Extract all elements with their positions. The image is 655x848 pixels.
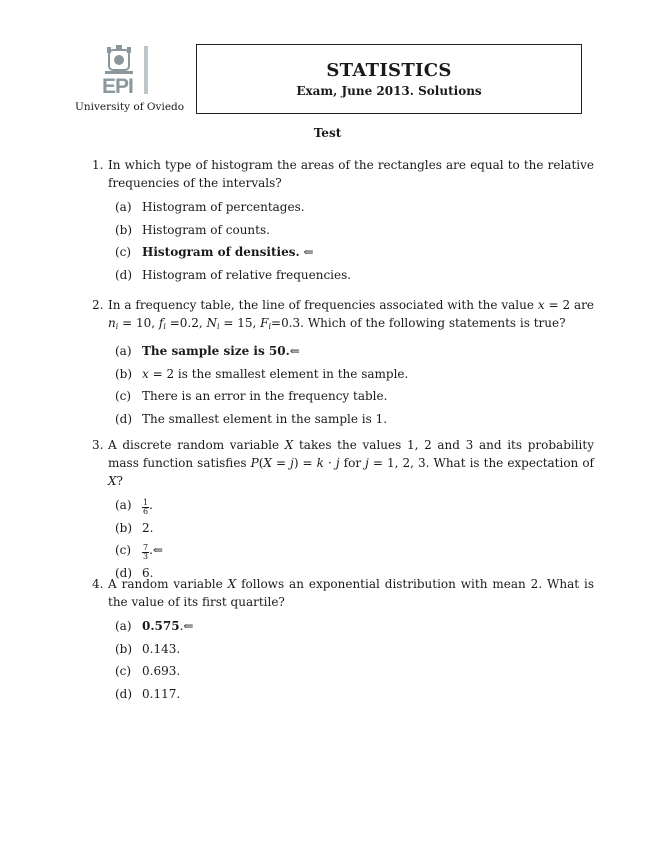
option-label: (d) xyxy=(115,565,133,580)
option-d xyxy=(115,685,594,708)
option-label: (c) xyxy=(115,245,132,259)
option-a xyxy=(115,198,594,221)
option-text: Histogram of counts. xyxy=(142,222,270,237)
question-1 xyxy=(92,156,594,288)
question-number: 1. xyxy=(92,158,104,172)
option-c-correct xyxy=(115,541,594,564)
option-label: (d) xyxy=(115,267,133,282)
question-2 xyxy=(92,296,594,432)
option-text: 0.117. xyxy=(142,686,181,701)
option-c-correct xyxy=(115,243,594,266)
question-text: In which type of histogram the areas of the rectangles are equal to the relative frequencies of the intervals? xyxy=(108,158,594,190)
question-number: 3. xyxy=(92,438,104,452)
option-label: (c) xyxy=(115,389,132,403)
options-list xyxy=(115,198,594,288)
option-text: 2. xyxy=(142,520,154,535)
options-list xyxy=(115,617,594,707)
option-c xyxy=(115,662,594,685)
option-b xyxy=(115,365,594,388)
correct-answer-arrow-icon: ⇐ xyxy=(299,245,314,259)
option-text: . xyxy=(149,543,153,557)
university-name: University of Oviedo xyxy=(75,101,185,113)
correct-answer-arrow-icon: .⇐ xyxy=(179,619,194,633)
option-text: There is an error in the frequency table. xyxy=(142,389,388,403)
option-text: Histogram of densities. xyxy=(142,245,300,259)
question-4 xyxy=(92,575,594,707)
option-b xyxy=(115,519,594,542)
fraction: $\frac{7}{3}$ xyxy=(143,543,149,561)
option-d xyxy=(115,410,594,433)
section-heading: Test xyxy=(313,126,342,140)
option-variable: x xyxy=(142,366,149,381)
option-label: (c) xyxy=(115,543,132,557)
options-list xyxy=(115,342,594,432)
option-label: (a) xyxy=(115,344,132,358)
option-label: (a) xyxy=(115,498,132,512)
option-text: 0.143. xyxy=(142,641,181,656)
exam-subtitle: Exam, June 2013. Solutions xyxy=(296,84,482,98)
question-number: 4. xyxy=(92,577,104,591)
fraction: $\frac{1}{6}$ xyxy=(143,498,149,516)
option-text: = 2 is the smallest element in the sample. xyxy=(148,366,409,381)
options-list xyxy=(115,496,594,586)
option-a-correct xyxy=(115,617,594,640)
option-text: 0.575 xyxy=(142,619,180,633)
option-c xyxy=(115,387,594,410)
option-label: (b) xyxy=(115,222,133,237)
question-number: 2. xyxy=(92,298,104,312)
option-label: (b) xyxy=(115,641,133,656)
question-text: A discrete random variable X takes the values 1, 2 and 3 and its probability mass function satisfies P(X = j) = k · j for j = 1, 2, 3. What is the expectation of X? xyxy=(108,438,594,488)
logo-text: EPI xyxy=(102,75,133,98)
option-label: (d) xyxy=(115,686,133,701)
question-text: A random variable X follows an exponential distribution with mean 2. What is the value of its first quartile? xyxy=(108,577,594,609)
exam-title: STATISTICS xyxy=(326,60,452,81)
option-text: The sample size is 50. xyxy=(142,344,290,358)
correct-answer-arrow-icon: ⇐ xyxy=(152,543,163,557)
option-b xyxy=(115,221,594,244)
option-a-correct xyxy=(115,342,594,365)
option-text: 6. xyxy=(142,565,154,580)
option-label: (a) xyxy=(115,200,132,214)
option-text: 0.693. xyxy=(142,664,181,678)
question-text: In a frequency table, the line of frequencies associated with the value x = 2 are $n_i = 10$, $f_i =0.2$, $N_i = 15$, $F_i=0.3$. Which of the following statements is true? xyxy=(108,298,594,331)
option-text: . xyxy=(149,498,153,512)
option-b xyxy=(115,640,594,663)
university-logo xyxy=(96,44,158,100)
option-label: (c) xyxy=(115,664,132,678)
option-label: (b) xyxy=(115,520,133,535)
option-d xyxy=(115,266,594,289)
question-3 xyxy=(92,436,594,586)
option-text: The smallest element in the sample is 1. xyxy=(142,411,388,426)
option-label: (b) xyxy=(115,366,133,381)
option-text: Histogram of percentages. xyxy=(142,200,305,214)
correct-answer-arrow-icon: ⇐ xyxy=(289,344,300,358)
option-label: (d) xyxy=(115,411,133,426)
exam-title-box xyxy=(196,44,582,114)
option-a xyxy=(115,496,594,519)
option-text: Histogram of relative frequencies. xyxy=(142,267,352,282)
option-label: (a) xyxy=(115,619,132,633)
